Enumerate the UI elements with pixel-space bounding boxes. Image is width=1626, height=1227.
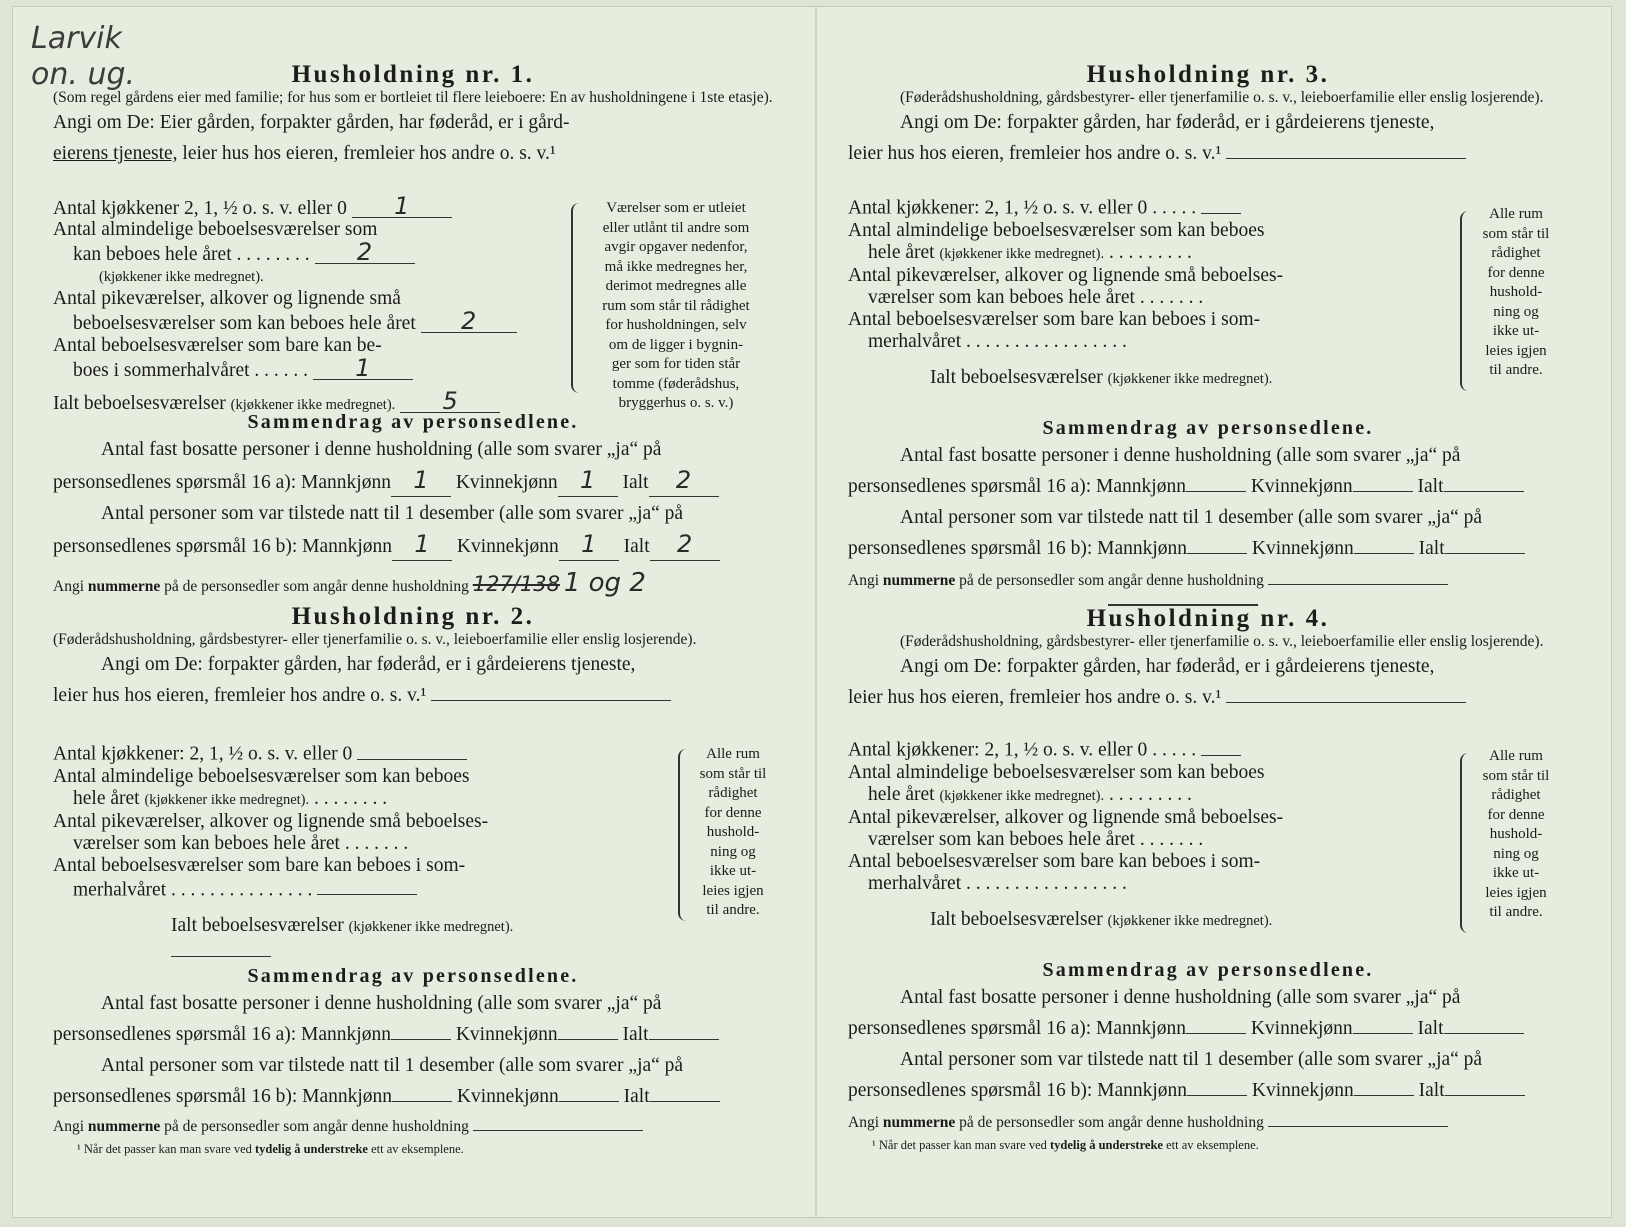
summary-h3: Sammendrag av personsedlene. Antal fast bosatte personer i denne husholdning (alle som svarer „ja“ på personsedlenes spørsmål 16 a): Mannkjønn Kvinnekjønn Ialt Antal personer som var tilstede natt til 1 desember (alle som svarer „ja“ på personsedlenes spørsmål 16 b): Mannkjønn Kvinnekjønn Ialt Angi nummerne på de personsedler som angår denne husholdning — [848, 417, 1608, 606]
side-note-h1: Værelser som er utleiet eller utlånt til andre som avgir opgaver nedenfor, må ikke medregnes her, derimot medregnes alle rum som står til rådighet for husholdningen, selv om de ligger i bygnin- ger som for tiden står tomme (føderådshus, bryggerhus o. s. v.) — [602, 200, 750, 411]
census-sheet — [12, 6, 1612, 1218]
right-page — [848, 7, 1618, 1217]
handwritten-corner-note: Larvik on. ug. — [31, 21, 136, 92]
household-title: Husholdning nr. 1. — [291, 61, 535, 88]
summary-h1: Sammendrag av personsedlene. Antal fast bosatte personer i denne husholdning (alle som svarer „ja“ på personsedlenes spørsmål 16 a): Mannkjønn 1 Kvinnekjønn 1 Ialt 2 Antal personer som var tilstede natt til 1 desember (alle som svarer „ja“ på personsedlenes spørsmål 16 b): Mannkjønn 1 Kvinnekjønn 1 Ialt 2 Angi nummerne på de personsedler som angår denne husholdning 127/138 1 og 2 — [53, 411, 813, 598]
room-counts-h2: Antal kjøkkener: 2, 1, ½ o. s. v. eller 0 Antal almindelige beboelsesværelser som kan beboes hele året (kjøkkener ikke medregnet). . . . . . . . . Antal pikeværelser, alkover og lignende små beboelses- værelser som kan beboes hele året . . . . . . . Antal beboelsesværelser som bare kan beboes i som- merhalvåret . . . . . . . . . . . . . . . Ialt beboelsesværelser (kjøkkener ikke medregnet). — [53, 741, 613, 963]
total-rooms-value: 5 — [400, 390, 500, 413]
household-4: Husholdning nr. 4. (Føderådshusholdning, gårdsbestyrer- eller tjenerfamilie o. s. v., leieboerfamilie eller enslig losjerende). Angi om De: forpakter gården, har føderåd, er i gårdeierens tjeneste, leier hus hos eieren, fremleier hos andre o. s. v.¹ — [848, 605, 1544, 708]
kitchen-value: 1 — [352, 195, 452, 218]
room-counts-h4: Antal kjøkkener: 2, 1, ½ o. s. v. eller 0 . . . . . Antal almindelige beboelsesværelser som kan beboes hele året (kjøkkener ikke medregnet). . . . . . . . . . Antal pikeværelser, alkover og lignende små beboelses- værelser som kan beboes hele året . . . . . . . Antal beboelsesværelser som bare kan beboes i som- merhalvåret . . . . . . . . . . . . . . . . . Ialt beboelsesværelser (kjøkkener ikke medregnet). — [848, 737, 1368, 932]
household-subtitle: (Som regel gårdens eier med familie; for hus som er bortleiet til flere leieboere: En av husholdningene i 1ste etasje). — [53, 89, 773, 106]
household-1: Husholdning nr. 1. (Som regel gårdens eier med familie; for hus som er bortleiet til flere leieboere: En av husholdningene i 1ste etasje). Angi om De: Eier gården, forpakter gården, har føderåd, er i gård- eierens tjeneste, leier hus hos eieren, fremleier hos andre o. s. v.¹ — [53, 61, 813, 169]
summary-h4: Sammendrag av personsedlene. Antal fast bosatte personer i denne husholdning (alle som svarer „ja“ på personsedlenes spørsmål 16 a): Mannkjønn Kvinnekjønn Ialt Antal personer som var tilstede natt til 1 desember (alle som svarer „ja“ på personsedlenes spørsmål 16 b): Mannkjønn Kvinnekjønn Ialt Angi nummerne på de personsedler som angår denne husholdning ¹ Når det passer kan man svare ved tydelig å understreke ett av eksemplene. — [848, 959, 1608, 1153]
small-rooms-value: 2 — [421, 310, 517, 333]
rooms-value: 2 — [315, 241, 415, 264]
room-counts-h3: Antal kjøkkener: 2, 1, ½ o. s. v. eller 0 . . . . . Antal almindelige beboelsesværelser som kan beboes hele året (kjøkkener ikke medregnet). . . . . . . . . . Antal pikeværelser, alkover og lignende små beboelses- værelser som kan beboes hele året . . . . . . . Antal beboelsesværelser som bare kan beboes i som- merhalvåret . . . . . . . . . . . . . . . . . Ialt beboelsesværelser (kjøkkener ikke medregnet). — [848, 195, 1368, 390]
side-note-h4: Alle rum som står til rådighet for denne hushold- ning og ikke ut- leies igjen til andre. — [1482, 748, 1550, 920]
footnote: ¹ Når det passer kan man svare ved tydelig å understreke ett av eksemplene. — [77, 1141, 464, 1156]
summer-rooms-value: 1 — [313, 357, 413, 380]
household-3: Husholdning nr. 3. (Føderådshusholdning, gårdsbestyrer- eller tjenerfamilie o. s. v., leieboerfamilie eller enslig losjerende). Angi om De: forpakter gården, har føderåd, er i gårdeierens tjeneste, leier hus hos eieren, fremleier hos andre o. s. v.¹ — [848, 61, 1544, 164]
summary-h2: Sammendrag av personsedlene. Antal fast bosatte personer i denne husholdning (alle som svarer „ja“ på personsedlenes spørsmål 16 a): Mannkjønn Kvinnekjønn Ialt Antal personer som var tilstede natt til 1 desember (alle som svarer „ja“ på personsedlenes spørsmål 16 b): Mannkjønn Kvinnekjønn Ialt Angi nummerne på de personsedler som angår denne husholdning ¹ Når det passer kan man svare ved tydelig å understreke ett av eksemplene. — [53, 965, 813, 1157]
left-page — [53, 7, 823, 1217]
room-counts-h1: Antal kjøkkener 2, 1, ½ o. s. v. eller 0 1 Antal almindelige beboelsesværelser som kan beboes hele året . . . . . . . . 2 (kjøkkener ikke medregnet). Antal pikeværelser, alkover og lignende små beboelsesværelser som kan beboes hele året 2 Antal beboelsesværelser som bare kan be- boes i sommerhalvåret . . . . . . 1 Ialt beboelsesværelser (kjøkkener ikke medregnet). 5 — [53, 195, 563, 416]
side-note-h2: Alle rum som står til rådighet for denne hushold- ning og ikke ut- leies igjen til andre. — [699, 746, 767, 918]
side-note-h3: Alle rum som står til rådighet for denne hushold- ning og ikke ut- leies igjen til andre. — [1482, 206, 1550, 378]
household-2: Husholdning nr. 2. (Føderådshusholdning, gårdsbestyrer- eller tjenerfamilie o. s. v., leieboerfamilie eller enslig losjerende). Angi om De: forpakter gården, har føderåd, er i gårdeierens tjeneste, leier hus hos eieren, fremleier hos andre o. s. v.¹ — [53, 603, 697, 706]
footnote: ¹ Når det passer kan man svare ved tydelig å understreke ett av eksemplene. — [872, 1137, 1259, 1152]
